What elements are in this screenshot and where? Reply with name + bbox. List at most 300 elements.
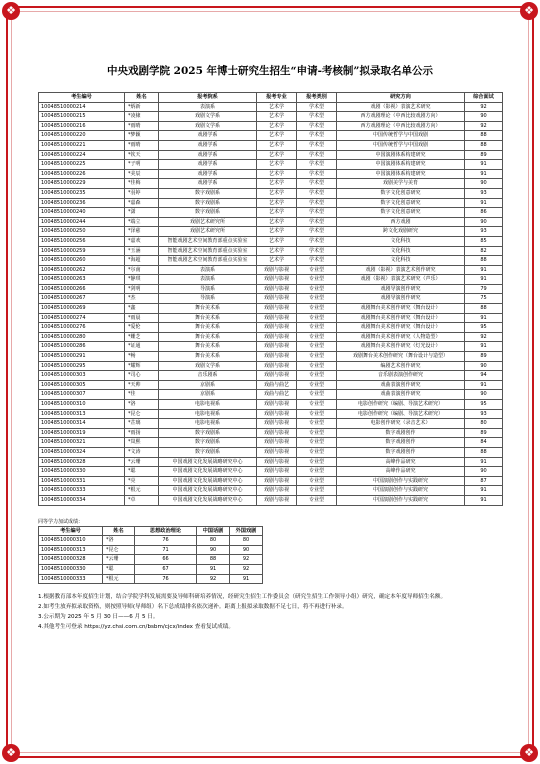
table-cell: 91 bbox=[465, 457, 503, 467]
table-cell: 91 bbox=[465, 380, 503, 390]
table-cell: 10048510000303 bbox=[39, 371, 125, 381]
table-cell: 学术型 bbox=[297, 236, 337, 246]
table-cell: 专业型 bbox=[297, 409, 337, 419]
table-row bbox=[39, 294, 503, 304]
table-cell: *芷璃 bbox=[125, 419, 159, 429]
table-cell: 戏剧导演创作研究 bbox=[337, 294, 465, 304]
table-cell: 舞台美术系 bbox=[159, 332, 257, 342]
table-cell: 88 bbox=[465, 304, 503, 314]
table-cell: 93 bbox=[465, 227, 503, 237]
table-cell: *佳 bbox=[125, 390, 159, 400]
table-cell: 艺术学 bbox=[257, 198, 297, 208]
table-cell: 80 bbox=[465, 419, 503, 429]
table-cell: 编剧艺术创作研究 bbox=[337, 361, 465, 371]
table-row bbox=[39, 313, 503, 323]
table-cell: 82 bbox=[465, 246, 503, 256]
table-cell: 专业型 bbox=[297, 313, 337, 323]
table-cell: 学术型 bbox=[297, 198, 337, 208]
table-cell: 艺术学 bbox=[257, 112, 297, 122]
table-cell: 10048510000220 bbox=[39, 131, 125, 141]
table-cell: 京剧系 bbox=[159, 390, 257, 400]
table-cell: 专业型 bbox=[297, 419, 337, 429]
table-cell: 舞台美术系 bbox=[159, 342, 257, 352]
table-cell: 专业型 bbox=[297, 275, 337, 285]
table-cell: *司心 bbox=[125, 371, 159, 381]
table-cell: 10048510000313 bbox=[39, 409, 125, 419]
table-row bbox=[39, 352, 503, 362]
table-cell: *羽婷 bbox=[125, 188, 159, 198]
table-cell: 音乐剧系 bbox=[159, 371, 257, 381]
table-cell: 戏剧与影视 bbox=[257, 419, 297, 429]
table-cell: 学术型 bbox=[297, 188, 337, 198]
table-cell: 91 bbox=[465, 198, 503, 208]
table-cell: 学术型 bbox=[297, 102, 337, 112]
table-cell: *佳梅 bbox=[125, 179, 159, 189]
table-cell: 10048510000214 bbox=[39, 102, 125, 112]
table-cell: 数字戏剧创作 bbox=[337, 428, 465, 438]
table-cell: 电影创作研究（编剧、导演艺术研究） bbox=[337, 400, 465, 410]
table-cell: 艺术学 bbox=[257, 188, 297, 198]
table-cell: 10048510000276 bbox=[39, 323, 125, 333]
table-cell: 文化科技 bbox=[337, 256, 465, 266]
table-cell: *剑明 bbox=[125, 284, 159, 294]
table-cell: 10048510000324 bbox=[39, 447, 125, 457]
table-cell: 学术型 bbox=[297, 121, 337, 131]
column-header: 综合面试 bbox=[465, 93, 503, 103]
table-cell: 专业型 bbox=[297, 352, 337, 362]
table-cell: 10048510000333 bbox=[39, 574, 103, 584]
table-cell: *鑫 bbox=[125, 304, 159, 314]
table-row bbox=[39, 208, 503, 218]
table-cell: 表演系 bbox=[159, 102, 257, 112]
ornament-icon: ❖ bbox=[520, 744, 538, 762]
table-cell: 88 bbox=[465, 447, 503, 457]
table-cell: 戏剧（影视）表演艺术研究 bbox=[337, 102, 465, 112]
table-row bbox=[39, 467, 503, 477]
table-cell: 学术型 bbox=[297, 112, 337, 122]
table-row bbox=[39, 342, 503, 352]
table-cell: 专业型 bbox=[297, 476, 337, 486]
table-row bbox=[39, 169, 503, 179]
table-cell: 艺术学 bbox=[257, 102, 297, 112]
table-cell: *天帅 bbox=[125, 380, 159, 390]
table-cell: 戏剧艺术研究所 bbox=[159, 217, 257, 227]
table-cell: 10048510000269 bbox=[39, 304, 125, 314]
table-cell: *嘉森 bbox=[125, 198, 159, 208]
table-cell: 10048510000313 bbox=[39, 545, 103, 555]
table-cell: 戏剧学系 bbox=[159, 131, 257, 141]
table-row bbox=[39, 447, 503, 457]
table-cell: 中国戏剧文化发展战略研究中心 bbox=[159, 495, 257, 505]
table-cell: 跨文化戏剧研究 bbox=[337, 227, 465, 237]
table-cell: 80 bbox=[197, 536, 230, 546]
table-cell: 87 bbox=[465, 476, 503, 486]
table-cell: 90 bbox=[465, 467, 503, 477]
table-cell: 戏剧与影视 bbox=[257, 294, 297, 304]
table-cell: 学术型 bbox=[297, 256, 337, 266]
table-cell: 舞台美术系 bbox=[159, 323, 257, 333]
table-cell: *雨晴 bbox=[125, 121, 159, 131]
table-cell: 10048510000328 bbox=[39, 457, 125, 467]
table-cell: 91 bbox=[465, 275, 503, 285]
table-cell: 88 bbox=[465, 256, 503, 266]
ornament-icon: ❖ bbox=[520, 2, 538, 20]
table-cell: 数字戏剧系 bbox=[159, 438, 257, 448]
table-row bbox=[39, 150, 503, 160]
admission-table bbox=[38, 92, 503, 506]
table-cell: 10048510000334 bbox=[39, 495, 125, 505]
table-cell: 专业型 bbox=[297, 438, 337, 448]
equivalent-exam-table bbox=[38, 526, 263, 585]
table-cell: 71 bbox=[135, 545, 197, 555]
table-cell: 专业型 bbox=[297, 284, 337, 294]
table-cell: 智能戏剧艺术空间教育部重点实验室 bbox=[159, 236, 257, 246]
table-cell: *洛 bbox=[103, 536, 135, 546]
table-cell: 导演系 bbox=[159, 294, 257, 304]
table-cell: 专业型 bbox=[297, 332, 337, 342]
table-cell: 艺术学 bbox=[257, 236, 297, 246]
table-cell: 艺术学 bbox=[257, 179, 297, 189]
table-cell: 10048510000307 bbox=[39, 390, 125, 400]
sub-table-caption: 同等学力加试成绩： bbox=[38, 518, 84, 525]
table-cell: 专业型 bbox=[297, 486, 337, 496]
column-header: 报考专业 bbox=[257, 93, 297, 103]
table-cell: 10048510000330 bbox=[39, 564, 103, 574]
table-cell: *雨晨 bbox=[125, 313, 159, 323]
table-cell: 戏剧与影视 bbox=[257, 275, 297, 285]
table-cell: 专业型 bbox=[297, 342, 337, 352]
table-cell: *端立 bbox=[125, 217, 159, 227]
table-cell: 专业型 bbox=[297, 361, 337, 371]
table-cell: 91 bbox=[465, 160, 503, 170]
table-row bbox=[39, 256, 503, 266]
column-header: 姓名 bbox=[103, 526, 135, 536]
table-cell: *海超 bbox=[125, 256, 159, 266]
table-cell: *云珊 bbox=[125, 457, 159, 467]
table-cell: 10048510000291 bbox=[39, 352, 125, 362]
table-cell: *玉涵 bbox=[125, 246, 159, 256]
note-item: 4.其他考生可登录 https://yz.chsi.com.cn/bsbm/cjcx/index 查看复试成绩。 bbox=[38, 624, 234, 631]
ornament-icon: ❖ bbox=[2, 2, 20, 20]
table-row bbox=[39, 486, 503, 496]
table-cell: *潇 bbox=[125, 208, 159, 218]
table-cell: 10048510000331 bbox=[39, 476, 125, 486]
table-cell: 10048510000314 bbox=[39, 419, 125, 429]
table-cell: 数字戏剧系 bbox=[159, 428, 257, 438]
table-cell: 戏剧与影视 bbox=[257, 447, 297, 457]
table-cell: *美辰 bbox=[125, 169, 159, 179]
table-cell: 中国戏剧文化发展战略研究中心 bbox=[159, 486, 257, 496]
table-header-row bbox=[39, 93, 503, 103]
table-cell: 90 bbox=[465, 217, 503, 227]
table-row bbox=[39, 304, 503, 314]
table-cell: 专业型 bbox=[297, 447, 337, 457]
table-row bbox=[39, 227, 503, 237]
table-row bbox=[39, 217, 503, 227]
table-row bbox=[39, 476, 503, 486]
table-cell: 专业型 bbox=[297, 400, 337, 410]
table-cell: 中国戏剧文化发展战略研究中心 bbox=[159, 467, 257, 477]
table-cell: 80 bbox=[230, 536, 263, 546]
table-row bbox=[39, 284, 503, 294]
table-cell: 91 bbox=[465, 486, 503, 496]
table-cell: 92 bbox=[465, 332, 503, 342]
table-row bbox=[39, 323, 503, 333]
table-cell: 10048510000280 bbox=[39, 332, 125, 342]
table-cell: 10048510000321 bbox=[39, 438, 125, 448]
table-cell: 10048510000225 bbox=[39, 160, 125, 170]
table-row bbox=[39, 390, 503, 400]
page-title: 中央戏剧学院 2025 年博士研究生招生“申请-考核制”拟录取名单公示 bbox=[107, 65, 433, 77]
table-cell: 10048510000221 bbox=[39, 140, 125, 150]
table-cell: 高峰作品研究 bbox=[337, 457, 465, 467]
table-cell: 戏剧与影视 bbox=[257, 332, 297, 342]
table-row bbox=[39, 179, 503, 189]
table-cell: 91 bbox=[465, 313, 503, 323]
table-cell: 戏剧与影视 bbox=[257, 342, 297, 352]
table-row bbox=[39, 160, 503, 170]
table-cell: 10048510000286 bbox=[39, 342, 125, 352]
table-cell: *爱伦 bbox=[125, 323, 159, 333]
table-cell: *梦颖 bbox=[125, 131, 159, 141]
table-cell: 89 bbox=[465, 352, 503, 362]
table-cell: 91 bbox=[197, 564, 230, 574]
column-header: 中国话剧 bbox=[197, 526, 230, 536]
table-cell: 67 bbox=[135, 564, 197, 574]
table-cell: 西方戏剧理论（中西比较戏剧方向） bbox=[337, 121, 465, 131]
table-row bbox=[39, 536, 263, 546]
table-cell: 学术型 bbox=[297, 217, 337, 227]
table-cell: 中国演剧创作与实践研究 bbox=[337, 495, 465, 505]
table-cell: 86 bbox=[465, 208, 503, 218]
table-cell: 91 bbox=[465, 495, 503, 505]
table-cell: *雨扬 bbox=[125, 428, 159, 438]
table-cell: 10048510000260 bbox=[39, 256, 125, 266]
table-cell: 戏剧（影视）表演艺术创作研究 bbox=[337, 265, 465, 275]
table-cell: 戏剧学系 bbox=[159, 160, 257, 170]
table-cell: *洛 bbox=[125, 400, 159, 410]
table-cell: 电影创作研究（编剧、导演艺术研究） bbox=[337, 409, 465, 419]
table-cell: 10048510000266 bbox=[39, 284, 125, 294]
table-cell: 10048510000274 bbox=[39, 313, 125, 323]
table-cell: 90 bbox=[230, 545, 263, 555]
table-cell: 93 bbox=[465, 409, 503, 419]
table-cell: 中国演剧创作与实践研究 bbox=[337, 486, 465, 496]
table-cell: 学术型 bbox=[297, 208, 337, 218]
table-cell: 学术型 bbox=[297, 160, 337, 170]
table-cell: *耀辉 bbox=[125, 361, 159, 371]
table-cell: 智能戏剧艺术空间教育部重点实验室 bbox=[159, 256, 257, 266]
table-row bbox=[39, 236, 503, 246]
table-cell: 10048510000250 bbox=[39, 227, 125, 237]
table-cell: *雨晴 bbox=[125, 140, 159, 150]
table-cell: 戏剧与影视 bbox=[257, 495, 297, 505]
table-cell: 76 bbox=[135, 574, 197, 584]
table-cell: *聪 bbox=[125, 467, 159, 477]
table-cell: 电影创作研究（录音艺术） bbox=[337, 419, 465, 429]
table-cell: 戏剧学系 bbox=[159, 140, 257, 150]
table-cell: 中国传统哲学与中国戏剧 bbox=[337, 131, 465, 141]
table-cell: 85 bbox=[465, 236, 503, 246]
table-cell: 学术型 bbox=[297, 227, 337, 237]
table-cell: 艺术学 bbox=[257, 208, 297, 218]
column-header: 外国戏剧 bbox=[230, 526, 263, 536]
table-cell: 92 bbox=[197, 574, 230, 584]
table-cell: 文化科技 bbox=[337, 246, 465, 256]
table-cell: 10048510000319 bbox=[39, 428, 125, 438]
table-cell: *文涛 bbox=[125, 447, 159, 457]
table-row bbox=[39, 246, 503, 256]
table-cell: 戏曲与曲艺 bbox=[257, 380, 297, 390]
table-cell: 90 bbox=[465, 390, 503, 400]
table-cell: 92 bbox=[465, 121, 503, 131]
table-cell: 92 bbox=[230, 555, 263, 565]
table-cell: 专业型 bbox=[297, 428, 337, 438]
table-row bbox=[39, 361, 503, 371]
table-cell: 电影电视系 bbox=[159, 400, 257, 410]
table-cell: 84 bbox=[465, 438, 503, 448]
table-cell: 戏剧与影视 bbox=[257, 323, 297, 333]
table-cell: 专业型 bbox=[297, 304, 337, 314]
table-cell: 专业型 bbox=[297, 457, 337, 467]
content bbox=[38, 64, 502, 632]
column-header: 报考院系 bbox=[159, 93, 257, 103]
table-cell: *昆仑 bbox=[125, 409, 159, 419]
notes bbox=[38, 592, 504, 632]
table-cell: 学术型 bbox=[297, 179, 337, 189]
table-row bbox=[39, 400, 503, 410]
table-cell: 10048510000295 bbox=[39, 361, 125, 371]
table-cell: 戏剧学系 bbox=[159, 169, 257, 179]
table-cell: 10048510000330 bbox=[39, 467, 125, 477]
table-cell: 学术型 bbox=[297, 169, 337, 179]
table-cell: 舞台美术系 bbox=[159, 313, 257, 323]
table-cell: 艺术学 bbox=[257, 121, 297, 131]
table-cell: 戏曲表演创作研究 bbox=[337, 390, 465, 400]
table-cell: 戏剧舞台美术创作研究（舞台设计） bbox=[337, 304, 465, 314]
table-cell: 艺术学 bbox=[257, 150, 297, 160]
ornament-icon: ❖ bbox=[2, 744, 20, 762]
table-row bbox=[39, 332, 503, 342]
table-cell: 75 bbox=[465, 294, 503, 304]
table-cell: 10048510000215 bbox=[39, 112, 125, 122]
note-item: 3.公示期为 2025 年 5 月 30 日——6 月 5 日。 bbox=[38, 614, 159, 621]
table-cell: 10048510000263 bbox=[39, 275, 125, 285]
table-row bbox=[39, 275, 503, 285]
table-cell: 音乐剧表演创作研究 bbox=[337, 371, 465, 381]
table-cell: 10048510000236 bbox=[39, 198, 125, 208]
table-cell: 戏剧（影视）表演艺术研究（声乐） bbox=[337, 275, 465, 285]
table-cell: 戏剧与影视 bbox=[257, 467, 297, 477]
table-cell: 戏剧文学系 bbox=[159, 112, 257, 122]
table-cell: 戏剧学系 bbox=[159, 150, 257, 160]
table-cell: 专业型 bbox=[297, 294, 337, 304]
table-cell: 戏剧与影视 bbox=[257, 438, 297, 448]
table-cell: *证通 bbox=[125, 342, 159, 352]
table-cell: 戏剧艺术研究所 bbox=[159, 227, 257, 237]
table-cell: *岚熙 bbox=[125, 438, 159, 448]
table-cell: 智能戏剧艺术空间教育部重点实验室 bbox=[159, 246, 257, 256]
table-cell: 戏剧与影视 bbox=[257, 284, 297, 294]
table-cell: 专业型 bbox=[297, 323, 337, 333]
table-cell: 93 bbox=[465, 188, 503, 198]
table-row bbox=[39, 495, 503, 505]
table-cell: 91 bbox=[230, 574, 263, 584]
column-header: 报考类别 bbox=[297, 93, 337, 103]
table-cell: 66 bbox=[135, 555, 197, 565]
table-row bbox=[39, 112, 503, 122]
table-cell: 89 bbox=[465, 428, 503, 438]
table-cell: *姗芝 bbox=[125, 332, 159, 342]
table-cell: 戏剧与影视 bbox=[257, 313, 297, 323]
table-cell: 艺术学 bbox=[257, 246, 297, 256]
table-cell: 76 bbox=[135, 536, 197, 546]
table-cell: 中国传统哲学与中国戏剧 bbox=[337, 140, 465, 150]
table-cell: 中国演剧体系构建研究 bbox=[337, 160, 465, 170]
table-cell: 戏剧与影视 bbox=[257, 265, 297, 275]
table-cell: 舞台美术系 bbox=[159, 304, 257, 314]
table-row bbox=[39, 188, 503, 198]
table-cell: 数字戏剧创作 bbox=[337, 447, 465, 457]
table-cell: 中国演剧体系构建研究 bbox=[337, 150, 465, 160]
table-cell: 表演系 bbox=[159, 265, 257, 275]
table-cell: 戏剧舞台美术创作研究（舞台设计） bbox=[337, 323, 465, 333]
table-row bbox=[39, 198, 503, 208]
table-row bbox=[39, 380, 503, 390]
table-cell: 10048510000333 bbox=[39, 486, 125, 496]
table-cell: 戏剧与影视 bbox=[257, 409, 297, 419]
table-cell: 90 bbox=[197, 545, 230, 555]
table-cell: *炳新 bbox=[125, 102, 159, 112]
table-cell: 数字戏剧系 bbox=[159, 188, 257, 198]
table-cell: 戏剧与影视 bbox=[257, 352, 297, 362]
table-cell: 90 bbox=[465, 179, 503, 189]
table-cell: 戏曲与曲艺 bbox=[257, 390, 297, 400]
table-cell: 数字戏剧系 bbox=[159, 447, 257, 457]
table-cell: 10048510000216 bbox=[39, 121, 125, 131]
table-cell: *聪 bbox=[103, 564, 135, 574]
table-cell: 10048510000240 bbox=[39, 208, 125, 218]
column-header: 考生编号 bbox=[39, 93, 125, 103]
table-cell: 数字文化创意研究 bbox=[337, 188, 465, 198]
table-row bbox=[39, 131, 503, 141]
table-cell: 10048510000267 bbox=[39, 294, 125, 304]
table-cell: 95 bbox=[465, 323, 503, 333]
table-cell: 电影电视系 bbox=[159, 419, 257, 429]
table-cell: 专业型 bbox=[297, 390, 337, 400]
table-cell: 91 bbox=[465, 265, 503, 275]
table-cell: 戏曲表演创作研究 bbox=[337, 380, 465, 390]
table-cell: *静琪 bbox=[125, 275, 159, 285]
table-cell: 10048510000310 bbox=[39, 536, 103, 546]
table-cell: 戏剧与影视 bbox=[257, 371, 297, 381]
table-cell: 戏剧舞台美术创作研究（灯光设计） bbox=[337, 342, 465, 352]
table-cell: 10048510000256 bbox=[39, 236, 125, 246]
table-cell: 数字戏剧系 bbox=[159, 198, 257, 208]
column-header: 考生编号 bbox=[39, 526, 103, 536]
table-header-row bbox=[39, 526, 263, 536]
table-cell: 戏剧文学系 bbox=[159, 121, 257, 131]
table-cell: 专业型 bbox=[297, 495, 337, 505]
table-cell: 专业型 bbox=[297, 371, 337, 381]
table-cell: 90 bbox=[465, 112, 503, 122]
table-row bbox=[39, 102, 503, 112]
table-cell: 艺术学 bbox=[257, 140, 297, 150]
table-cell: 戏剧与影视 bbox=[257, 476, 297, 486]
table-cell: 10048510000305 bbox=[39, 380, 125, 390]
table-cell: 92 bbox=[465, 102, 503, 112]
table-cell: 文化科技 bbox=[337, 236, 465, 246]
